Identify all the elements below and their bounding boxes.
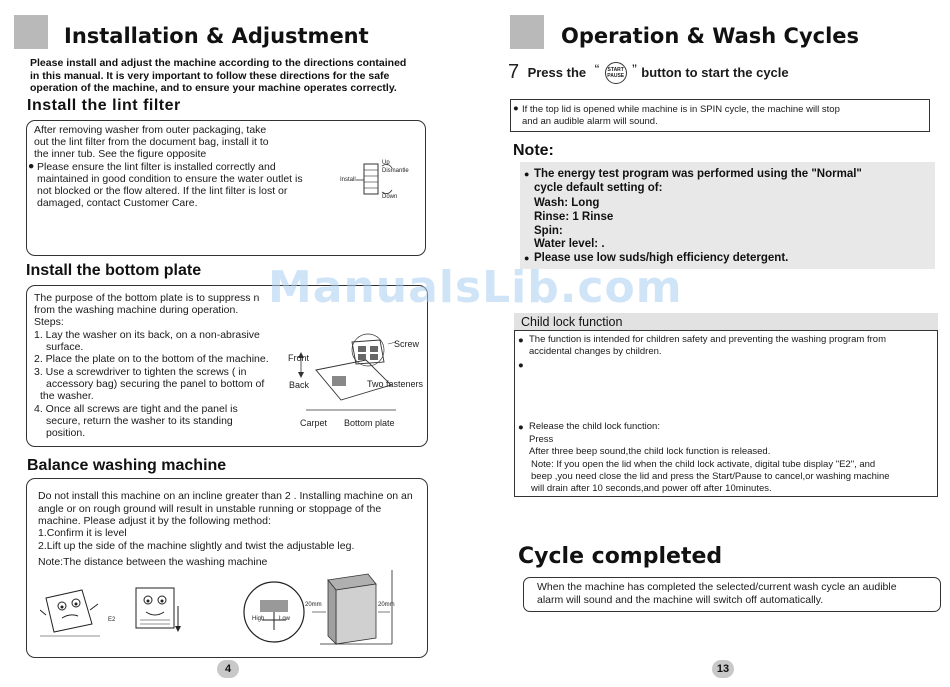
note-line: Spin: <box>534 225 563 237</box>
spin-note-line: If the top lid is opened while machine is in SPIN cycle, the machine will stop <box>522 104 840 115</box>
figure-label: E2 <box>108 617 116 623</box>
bottom-plate-line: secure, return the washer to its standing <box>46 415 233 427</box>
bottom-plate-line: the washer. <box>40 390 94 402</box>
child-lock-line: After three beep sound,the child lock function is released. <box>529 446 771 457</box>
figure-label: Dismantle <box>382 168 409 174</box>
figure-label: Low <box>279 616 291 622</box>
child-lock-line: accidental changes by children. <box>529 346 662 357</box>
balance-line: 1.Confirm it is level <box>38 527 127 539</box>
lint-line: out the lint filter from the document bag, install it to <box>34 136 269 148</box>
figure-label: Install <box>340 177 356 183</box>
child-lock-bullet: ● <box>518 422 524 433</box>
note-bullet: ● <box>524 169 530 179</box>
note-line: The energy test program was performed using the "Normal" <box>534 168 862 180</box>
figure-label: Screw <box>394 339 420 349</box>
balance-cartoon-figure <box>40 580 200 640</box>
note-line: Please use low suds/high efficiency detergent. <box>534 252 789 264</box>
start-pause-icon <box>605 62 627 84</box>
note-line: Water level: . <box>534 238 605 250</box>
step-text-after: button to start the cycle <box>641 65 789 80</box>
bottom-plate-line: from the washing machine during operation. <box>34 304 239 316</box>
note-line: Rinse: 1 Rinse <box>534 211 614 223</box>
note-bullet: ● <box>524 253 530 263</box>
lint-line: Please ensure the lint filter is installed correctly and <box>37 161 276 173</box>
figure-label: High <box>252 616 265 622</box>
child-lock-line: The function is intended for children safety and preventing the washing program from <box>529 334 886 345</box>
bottom-plate-line: 3. Use a screwdriver to tighten the screws ( in <box>34 366 247 378</box>
step-7 <box>508 61 789 87</box>
lint-line: not blocked or the flow altered. If the lint filter is lost or <box>37 185 288 197</box>
lint-line: the inner tub. See the figure opposite <box>34 148 207 160</box>
figure-label: Carpet <box>300 418 328 428</box>
child-lock-line: Press <box>529 434 554 445</box>
button-start-label: START <box>607 66 624 73</box>
child-lock-line: will drain after 10 seconds,and power off after 10minutes. <box>531 483 772 494</box>
page-number-left: 4 <box>217 660 239 678</box>
bottom-plate-line: 4. Once all screws are tight and the panel is <box>34 403 238 415</box>
step-number: 7 <box>508 61 520 83</box>
cycle-completed-line: When the machine has completed the selected/current wash cycle an audible <box>537 581 897 593</box>
page-number-right: 13 <box>712 660 734 678</box>
child-lock-bullet-empty: ● <box>518 360 524 371</box>
balance-line: Do not install this machine on an incline greater than 2 . Installing machine on an <box>38 490 413 502</box>
child-lock-line: Note: If you open the lid when the child lock activate, digital tube display "E2", and <box>531 459 876 470</box>
figure-label: 20mm <box>378 602 395 608</box>
cycle-completed-line: alarm will sound and the machine will switch off automatically. <box>537 594 824 606</box>
balance-line: 2.Lift up the side of the machine slightly and twist the adjustable leg. <box>38 540 355 552</box>
section-marker-left <box>14 15 48 49</box>
spin-note-line: and an audible alarm will sound. <box>522 116 658 127</box>
figure-label: Front <box>288 353 310 363</box>
lint-filter-figure <box>338 158 408 208</box>
bottom-plate-line: The purpose of the bottom plate is to suppress n <box>34 292 260 304</box>
quote-close: ” <box>632 61 637 77</box>
lint-line: maintained in good condition to ensure the water outlet is <box>37 173 303 185</box>
bottom-plate-line: 2. Place the plate on to the bottom of the machine. <box>34 353 269 365</box>
intro-text: Please install and adjust the machine according to the directions contained in this manual. It is very important to follow these directions for the safe operation of the machine, and to ensure your machine operates correctly. <box>30 57 407 94</box>
figure-label: Bottom plate <box>344 418 395 428</box>
section-marker-right <box>510 15 544 49</box>
left-page-title: Installation & Adjustment <box>64 24 369 48</box>
balance-line: angle or on rough ground will result in unstable running or stoppage of the <box>38 503 382 515</box>
bottom-plate-line: surface. <box>46 341 84 353</box>
bottom-plate-line: position. <box>46 427 86 439</box>
figure-label: Up <box>382 160 390 166</box>
figure-label: 20mm <box>305 602 322 608</box>
child-lock-heading: Child lock function <box>521 315 623 329</box>
button-pause-label: PAUSE <box>607 72 625 79</box>
balance-heading: Balance washing machine <box>27 457 227 474</box>
cycle-completed-heading: Cycle completed <box>518 544 723 569</box>
lint-bullet: ● <box>28 160 35 172</box>
child-lock-release-heading: Release the child lock function: <box>529 421 660 432</box>
lint-line: damaged, contact Customer Care. <box>37 197 198 209</box>
bottom-plate-line: Steps: <box>34 316 64 328</box>
bottom-plate-line: 1. Lay the washer on its back, on a non-abrasive <box>34 329 260 341</box>
figure-label: Down <box>382 194 398 200</box>
quote-open: “ <box>594 61 600 77</box>
manualslib-watermark: ManualsLib.com <box>268 262 683 313</box>
bottom-plate-heading: Install the bottom plate <box>26 262 202 279</box>
child-lock-bullet: ● <box>518 335 524 346</box>
bottom-plate-line: accessory bag) securing the panel to bottom of <box>46 378 265 390</box>
balance-line: machine. Please adjust it by the following method: <box>38 515 271 527</box>
note-line: cycle default setting of: <box>534 182 663 194</box>
lint-line: After removing washer from outer packaging, take <box>34 124 267 136</box>
note-heading: Note: <box>513 142 554 159</box>
step-text-before: Press the <box>527 65 587 80</box>
note-line: Wash: Long <box>534 197 600 209</box>
right-page-title: Operation & Wash Cycles <box>561 24 860 48</box>
balance-line: Note:The distance between the washing machine <box>38 556 268 568</box>
lint-filter-heading: Install the lint filter <box>27 97 181 114</box>
spin-note-bullet: ● <box>513 103 519 114</box>
child-lock-line: beep ,you need close the lid and press the Start/Pause to cancel,or washing machine <box>531 471 890 482</box>
figure-label: Two fasteners <box>367 379 424 389</box>
figure-label: Back <box>289 380 310 390</box>
